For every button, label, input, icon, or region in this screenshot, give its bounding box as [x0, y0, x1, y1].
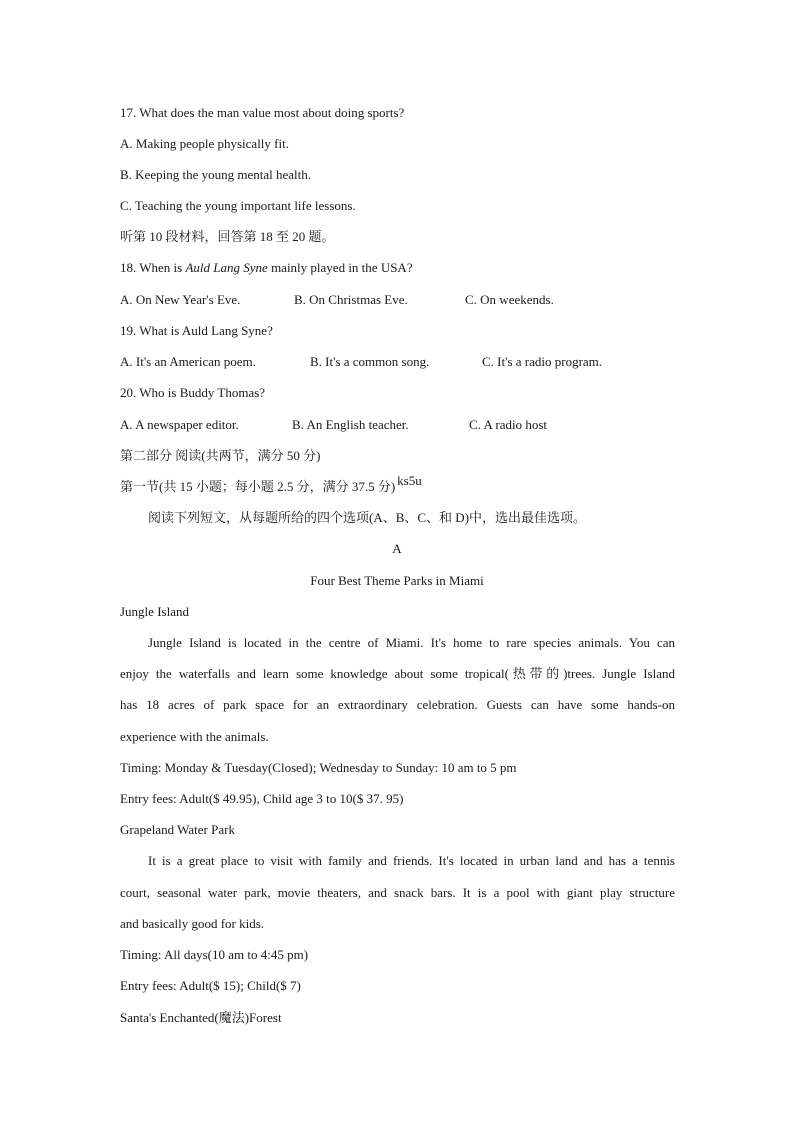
q18-option-a: A. On New Year's Eve. — [120, 292, 241, 307]
grapeland-paragraph-line-2: court, seasonal water park, movie theaters, and snack bars. It is a pool with giant play structure — [120, 885, 675, 900]
jungle-paragraph-line-3: has 18 acres of park space for an extraordinary celebration. Guests can have some hands-on — [120, 697, 675, 712]
q20-option-c: C. A radio host — [469, 417, 548, 432]
watermark-text: ks5u — [397, 473, 422, 488]
q19-option-a: A. It's an American poem. — [120, 354, 256, 369]
reading-instruction: 阅读下列短文，从每题所给的四个选项(A、B、C、和 D)中，选出最佳选项。 — [148, 510, 587, 525]
section10-instruction: 听第 10 段材料，回答第 18 至 20 题。 — [120, 229, 335, 244]
q20-question: 20. Who is Buddy Thomas? — [120, 385, 266, 400]
jungle-paragraph-line-2: enjoy the waterfalls and learn some knowledge about some tropical(热带的)trees. Jungle Island — [120, 666, 675, 681]
grapeland-paragraph-line-3: and basically good for kids. — [120, 916, 265, 931]
santa-forest-heading: Santa's Enchanted(魔法)Forest — [120, 1010, 282, 1025]
jungle-island-heading: Jungle Island — [120, 604, 189, 619]
q17-question: 17. What does the man value most about doing sports? — [120, 105, 405, 120]
q17-option-a: A. Making people physically fit. — [120, 136, 289, 151]
jungle-fees: Entry fees: Adult($ 49.95), Child age 3 to 10($ 37. 95) — [120, 791, 404, 806]
q18-prefix: 18. When is — [120, 260, 186, 275]
q18-option-c: C. On weekends. — [465, 292, 554, 307]
jungle-paragraph-line-4: experience with the animals. — [120, 729, 269, 744]
passage-title: Four Best Theme Parks in Miami — [310, 573, 484, 588]
grapeland-paragraph-line-1: It is a great place to visit with family and friends. It's located in urban land and has a tennis — [148, 853, 675, 868]
grapeland-fees: Entry fees: Adult($ 15); Child($ 7) — [120, 978, 301, 993]
q19-question: 19. What is Auld Lang Syne? — [120, 323, 273, 338]
q18-options — [120, 292, 554, 308]
passage-letter: A — [392, 541, 402, 556]
grapeland-timing: Timing: All days(10 am to 4:45 pm) — [120, 947, 309, 962]
q17-option-b: B. Keeping the young mental health. — [120, 167, 311, 182]
q18-question — [120, 260, 413, 276]
q18-song-title: Auld Lang Syne — [185, 260, 268, 275]
jungle-timing: Timing: Monday & Tuesday(Closed); Wednesday to Sunday: 10 am to 5 pm — [120, 760, 517, 775]
q20-options — [120, 417, 547, 433]
q18-suffix: mainly played in the USA? — [267, 260, 413, 275]
q19-option-c: C. It's a radio program. — [482, 354, 603, 369]
q17-option-c: C. Teaching the young important life lessons. — [120, 198, 356, 213]
q20-option-b: B. An English teacher. — [292, 417, 409, 432]
jungle-paragraph-line-1: Jungle Island is located in the centre of Miami. It's home to rare species animals. You can — [148, 635, 675, 650]
q19-option-b: B. It's a common song. — [310, 354, 430, 369]
part2-title: 第二部分 阅读(共两节，满分 50 分) — [120, 448, 321, 463]
section1-title — [120, 473, 422, 495]
q19-options — [120, 354, 602, 370]
section1-title-text: 第一节(共 15 小题；每小题 2.5 分，满分 37.5 分) — [120, 479, 396, 494]
q20-option-a: A. A newspaper editor. — [120, 417, 239, 432]
grapeland-heading: Grapeland Water Park — [120, 822, 235, 837]
q18-option-b: B. On Christmas Eve. — [294, 292, 408, 307]
